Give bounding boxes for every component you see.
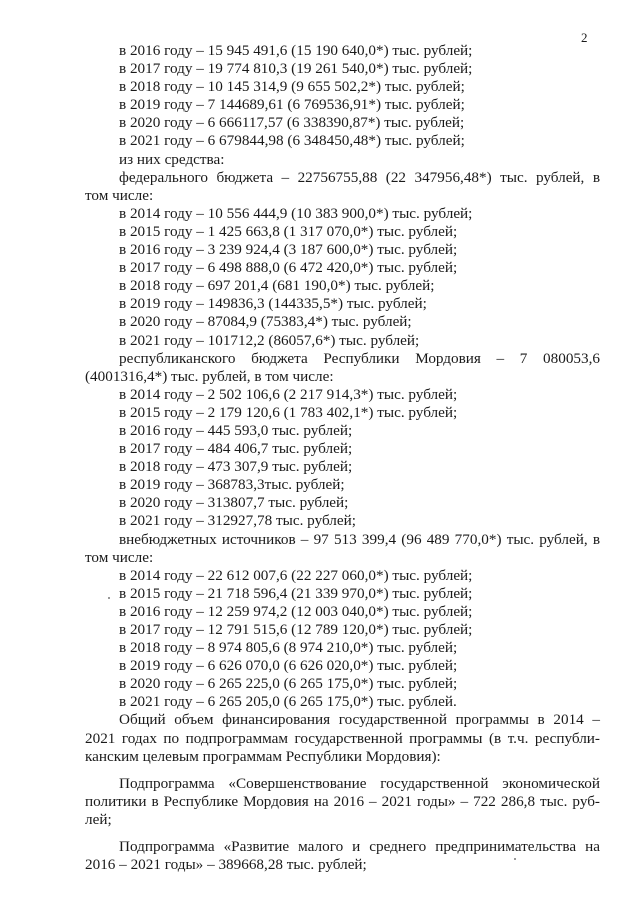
text-line: в 2016 году – 12 259 974,2 (12 003 040,0*) тыс. рублей;: [119, 602, 473, 620]
text-line: в 2015 году – 1 425 663,8 (1 317 070,0*) тыс. рублей;: [119, 222, 458, 240]
text-line: том числе:: [85, 186, 154, 204]
page-number: 2: [581, 30, 588, 45]
text-line: в 2020 году – 6 265 225,0 (6 265 175,0*) тыс. рублей;: [119, 675, 458, 693]
text-line: в 2021 году – 312927,78 тыс. рублей;: [119, 512, 356, 530]
text-line: в 2014 году – 22 612 007,6 (22 227 060,0*) тыс. рублей;: [119, 566, 473, 584]
text-line: в 2021 году – 6 679844,98 (6 348450,48*) тыс. рублей;: [119, 132, 465, 150]
text-line: в 2020 году – 313807,7 тыс. рублей;: [119, 494, 349, 512]
text-line: Подпрограмма «Совершенствование государственной экономической: [119, 774, 600, 792]
text-line: в 2019 году – 149836,3 (144335,5*) тыс. рублей;: [119, 295, 427, 313]
text-line: лей;: [85, 810, 112, 828]
text-line: Подпрограмма «Развитие малого и среднего предпринимательства на: [119, 838, 600, 856]
scan-speck: [108, 597, 110, 599]
text-line: в 2018 году – 10 145 314,9 (9 655 502,2*) тыс. рублей;: [119, 78, 465, 96]
text-line: в 2019 году – 7 144689,61 (6 769536,91*) тыс. рублей;: [119, 96, 465, 114]
text-line: федерального бюджета – 22756755,88 (22 347956,48*) тыс. рублей, в: [119, 168, 600, 186]
text-line: в 2016 году – 3 239 924,4 (3 187 600,0*) тыс. рублей;: [119, 241, 458, 259]
text-line: в 2018 году – 473 307,9 тыс. рублей;: [119, 458, 353, 476]
text-line: в 2014 году – 2 502 106,6 (2 217 914,3*) тыс. рублей;: [119, 385, 458, 403]
text-line: в 2021 году – 6 265 205,0 (6 265 175,0*) тыс. рублей.: [119, 693, 457, 711]
text-line: 2016 – 2021 годы» – 389668,28 тыс. рублей;: [85, 856, 367, 874]
text-line: в 2020 году – 6 666117,57 (6 338390,87*) тыс. рублей;: [119, 114, 465, 132]
scan-speck: [514, 858, 516, 860]
text-line: Общий объем финансирования государственной программы в 2014 –: [119, 711, 600, 729]
text-line: том числе:: [85, 548, 154, 566]
text-line: в 2015 году – 2 179 120,6 (1 783 402,1*) тыс. рублей;: [119, 403, 458, 421]
text-line: канским целевым программам Республики Мордовия):: [85, 747, 441, 765]
text-line: в 2016 году – 15 945 491,6 (15 190 640,0*) тыс. рублей;: [119, 42, 473, 59]
text-line: в 2016 году – 445 593,0 тыс. рублей;: [119, 421, 353, 439]
text-line: 2021 годах по подпрограммам государственной программы (в т.ч. республи-: [85, 729, 600, 747]
document-body: [85, 42, 600, 874]
text-line: внебюджетных источников – 97 513 399,4 (96 489 770,0*) тыс. рублей, в: [119, 530, 600, 548]
text-line: политики в Республике Мордовия на 2016 – 2021 годы» – 722 286,8 тыс. руб-: [85, 792, 600, 810]
text-line: в 2019 году – 368783,3тыс. рублей;: [119, 476, 345, 494]
text-line: в 2018 году – 8 974 805,6 (8 974 210,0*) тыс. рублей;: [119, 639, 458, 657]
text-line: в 2021 году – 101712,2 (86057,6*) тыс. рублей;: [119, 331, 420, 349]
text-line: в 2018 году – 697 201,4 (681 190,0*) тыс. рублей;: [119, 277, 435, 295]
text-line: из них средства:: [119, 150, 225, 168]
text-line: республиканского бюджета Республики Мордовия – 7 080053,6: [119, 349, 600, 367]
text-line: (4001316,4*) тыс. рублей, в том числе:: [85, 367, 334, 385]
text-line: в 2017 году – 6 498 888,0 (6 472 420,0*) тыс. рублей;: [119, 259, 458, 277]
text-line: в 2017 году – 19 774 810,3 (19 261 540,0*) тыс. рублей;: [119, 60, 473, 78]
text-line: в 2014 году – 10 556 444,9 (10 383 900,0*) тыс. рублей;: [119, 204, 473, 222]
text-line: в 2017 году – 484 406,7 тыс. рублей;: [119, 440, 353, 458]
text-line: в 2015 году – 21 718 596,4 (21 339 970,0*) тыс. рублей;: [119, 584, 473, 602]
text-line: в 2020 году – 87084,9 (75383,4*) тыс. рублей;: [119, 313, 412, 331]
text-line: в 2017 году – 12 791 515,6 (12 789 120,0*) тыс. рублей;: [119, 621, 473, 638]
text-line: в 2019 году – 6 626 070,0 (6 626 020,0*) тыс. рублей;: [119, 657, 458, 675]
